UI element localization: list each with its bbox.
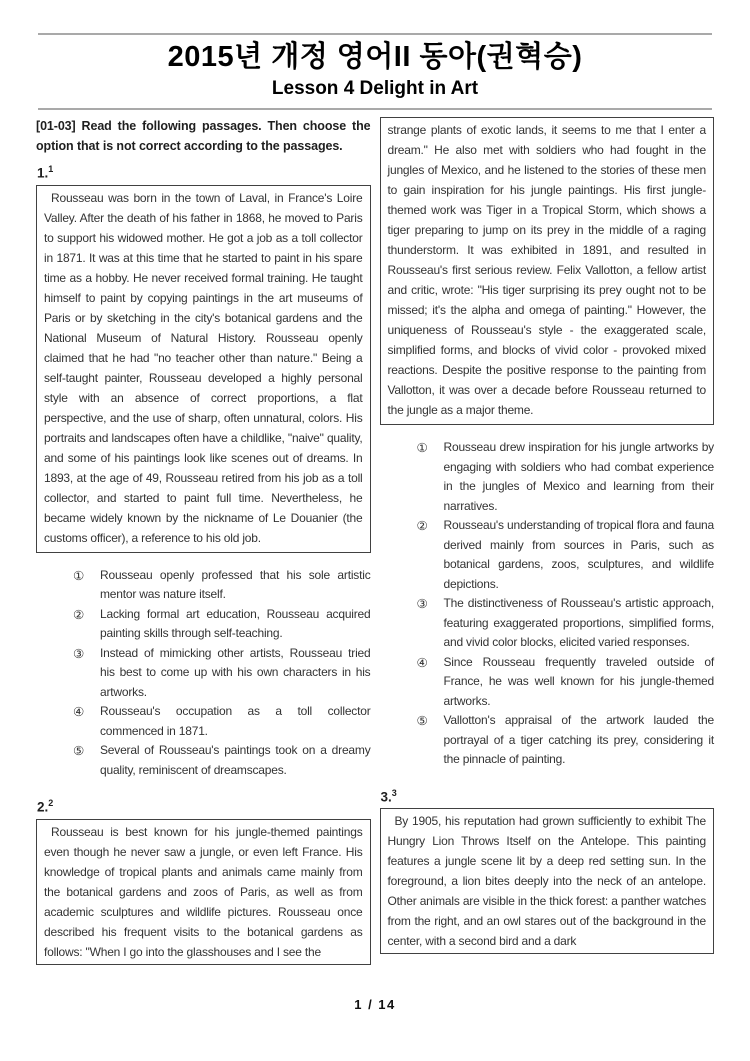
page-number: 1 / 14 xyxy=(354,997,396,1012)
question-2-option-1 xyxy=(417,438,715,516)
question-3-number: 3. xyxy=(380,789,392,804)
question-2-passage-text-left: Rousseau is best known for his jungle-themed paintings even though he never saw a jungle, or even left France. His knowledge of tropical plants and animals came mainly from the botanical gardens and zoos of Paris, as well as from academic sculptures and wildlife pictures. Rousseau once described his frequent visits to the botanical gardens as follows: "When I go into the glasshouses and I see the xyxy=(44,824,363,959)
option-marker: ① xyxy=(416,440,428,455)
option-marker: ② xyxy=(73,606,85,622)
option-text: Instead of mimicking other artists, Rousseau tried his best to come up with his own characters in his artworks. xyxy=(100,645,371,699)
option-text: Since Rousseau frequently traveled outside of France, he was well known for his jungle-themed artworks. xyxy=(443,654,714,708)
question-2-label xyxy=(37,793,371,818)
option-marker: ① xyxy=(73,567,85,583)
question-1-option-1 xyxy=(73,566,371,605)
question-1-passage-box xyxy=(36,185,371,553)
question-1-footnote-ref: 1 xyxy=(48,164,54,174)
question-1-number: 1. xyxy=(37,165,49,181)
question-2-footnote-ref: 2 xyxy=(48,798,54,808)
document-title: 2015년 개정 영어II 동아(권혁승) xyxy=(167,41,583,73)
option-text: Lacking formal art education, Rousseau acquired painting skills through self-teaching. xyxy=(100,606,371,640)
question-1-option-4 xyxy=(73,702,371,741)
section-instructions: [01-03] Read the following passages. Then choose the option that is not correct according to the passages. xyxy=(36,119,371,153)
option-marker: ④ xyxy=(73,704,85,719)
question-1-passage-text: Rousseau was born in the town of Laval, in France's Loire Valley. After the death of his father in 1868, he moved to Paris to support his widowed mother. He got a job as a toll collector in 1871. It was at this time that he started to paint in his spare time as a hobby. He never received formal training. He taught himself to paint by copying paintings in the art museums of Paris or by sketching in the city's botanical gardens and the National Museum of Natural History. Rousseau openly claimed that he had "no teacher other than nature." Being a self-taught painter, Rousseau developed a highly personal style with an absence of correct proportions, a flat perspective, and the use of sharp, often unnatural, colors. His portraits and landscapes often have a childlike, "naive" quality, and some of his paintings look like scenes out of dreams. In 1893, at the age of 49, Rousseau retired from his job as a toll collector, and started to paint full time. Nevertheless, he became widely known by the nickname of Le Douanier (the customs officer), a reference to his old job. xyxy=(44,190,363,545)
header-top-rule xyxy=(38,33,712,35)
option-text: The distinctiveness of Rousseau's artistic approach, featuring exaggerated proportions, simplified forms, and vivid color blocks, elicited varied responses. xyxy=(443,596,714,649)
left-column xyxy=(36,117,371,978)
question-2-number: 2. xyxy=(37,799,49,815)
question-2-passage-box-right xyxy=(380,117,715,425)
option-text: Several of Rousseau's paintings took on a dreamy quality, reminiscent of dreamscapes. xyxy=(100,743,371,777)
question-2-option-4 xyxy=(417,653,715,712)
question-3-footnote-ref: 3 xyxy=(391,787,397,798)
option-marker: ③ xyxy=(416,596,428,611)
question-1-option-5 xyxy=(73,741,371,780)
question-3-passage-text: By 1905, his reputation had grown sufficiently to exhibit The Hungry Lion Throws Itself on the Antelope. This painting features a jungle scene lit by a deep red setting sun. In the foreground, a lion bites deeply into the neck of an antelope. Other animals are visible in the thick forest: a panther watches from the right, and an owl stares out of the background in the center, with a second bird and a dark xyxy=(387,814,706,948)
option-marker: ⑤ xyxy=(73,743,85,758)
option-marker: ⑤ xyxy=(416,713,428,728)
option-marker: ③ xyxy=(73,645,85,661)
right-column xyxy=(380,117,715,978)
question-2-passage-text-right: strange plants of exotic lands, it seems to me that I enter a dream." He also met with soldiers who had fought in the jungles of Mexico, and he listened to the stories of these men to gain inspiration for his jungle paintings. His first jungle-themed work was Tiger in a Tropical Storm, which shows a tiger preparing to jump on its prey in the middle of a raging thunderstorm. It was exhibited in 1891, and resulted in Rousseau's first serious review. Felix Vallotton, a fellow artist and critic, wrote: "His tiger surprising its prey ought not to be missed; it's the alpha and omega of painting." However, the uniqueness of Rousseau's style - the exaggerated scale, simplified forms, and blocks of vivid color - provoked mixed reactions. Despite the positive response to the painting from Vallotton, it was over a decade before Rousseau returned to the jungle as a major theme. xyxy=(387,123,706,417)
option-text: Vallotton's appraisal of the artwork lauded the portrayal of a tiger catching its prey, considering it the pinnacle of painting. xyxy=(443,713,714,766)
question-3-label xyxy=(381,783,715,808)
question-1-options xyxy=(36,566,371,781)
question-2-option-5 xyxy=(417,711,715,770)
question-3-passage-box xyxy=(380,808,715,954)
option-marker: ④ xyxy=(416,654,428,670)
option-text: Rousseau openly professed that his sole artistic mentor was nature itself. xyxy=(100,567,371,601)
option-text: Rousseau drew inspiration for his jungle artworks by engaging with soldiers who had combat experience in the jungles of Mexico and learning from their narratives. xyxy=(443,440,714,513)
question-2-passage-box-left xyxy=(36,819,371,965)
two-column-body xyxy=(0,110,750,978)
lesson-subtitle: Lesson 4 Delight in Art xyxy=(271,78,479,99)
question-2-option-3 xyxy=(417,594,715,653)
option-text: Rousseau's occupation as a toll collector commenced in 1871. xyxy=(100,704,371,738)
question-1-label xyxy=(37,159,371,184)
question-2-option-2 xyxy=(417,516,715,594)
option-text: Rousseau's understanding of tropical flora and fauna derived mainly from sources in Paris, such as botanical gardens, zoos, sculptures, and wildlife depictions. xyxy=(443,518,714,591)
question-2-options xyxy=(380,438,715,770)
option-marker: ② xyxy=(416,518,428,533)
question-1-option-2 xyxy=(73,605,371,644)
question-1-option-3 xyxy=(73,644,371,703)
